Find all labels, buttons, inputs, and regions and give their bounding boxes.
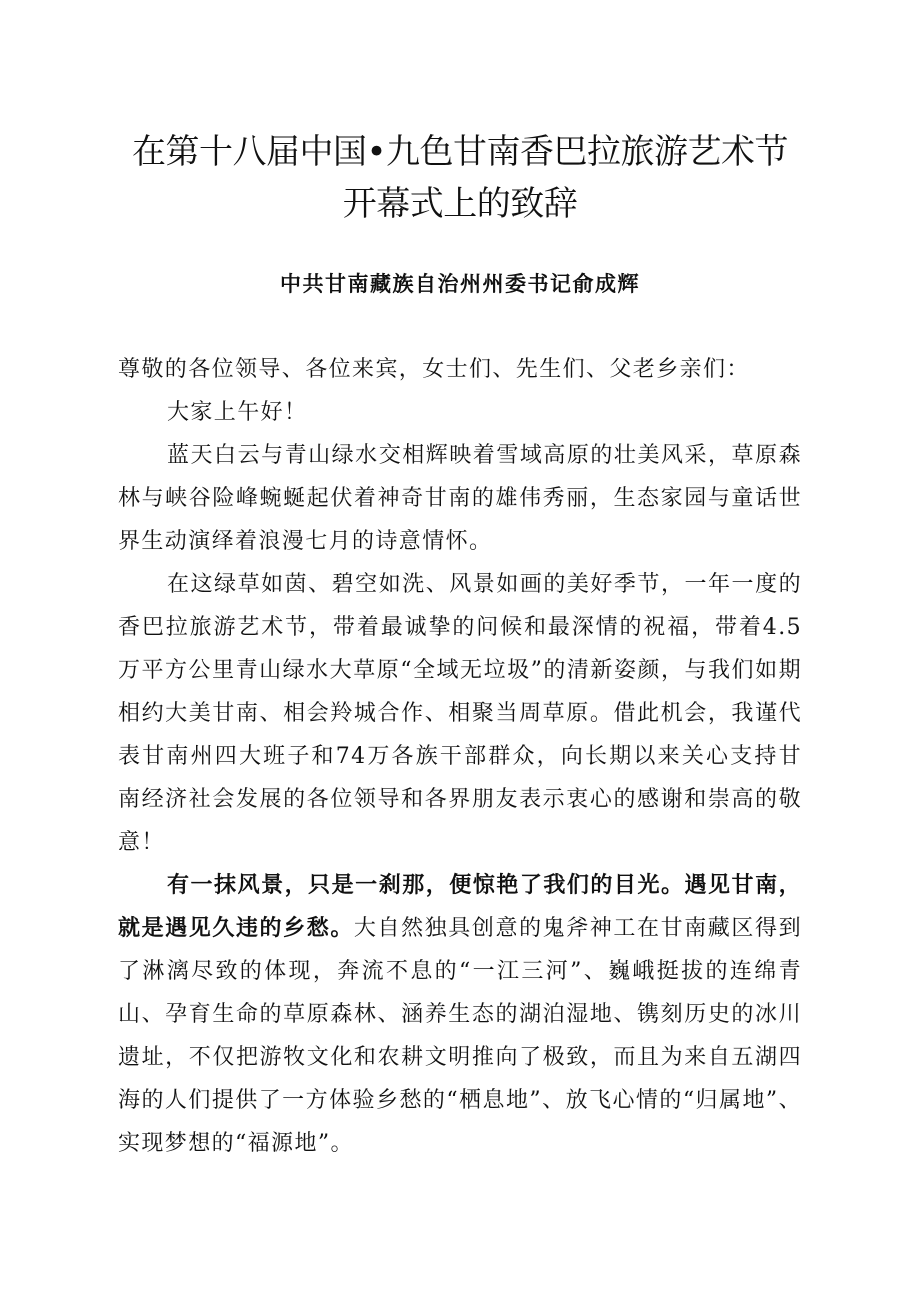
greeting: 大家上午好！ xyxy=(167,400,308,425)
paragraph-3 xyxy=(118,864,802,1165)
speech-body xyxy=(118,348,802,1165)
document-title-line-1: 在第十八届中国•九色甘南香巴拉旅游艺术节 xyxy=(131,132,789,172)
document-title-line-2: 开幕式上的致辞 xyxy=(342,184,578,224)
author-line: 中共甘南藏族自治州州委书记俞成辉 xyxy=(280,272,640,296)
salutation: 尊敬的各位领导、各位来宾，女士们、先生们、父老乡亲们： xyxy=(118,357,750,382)
paragraph-3-bold-lead: 有一抹风景，只是一刹那，便惊艳了我们的目光。遇见甘南，就是遇见久违的乡愁。 xyxy=(118,873,802,941)
paragraph-2: 在这绿草如茵、碧空如洗、风景如画的美好季节，一年一度的香巴拉旅游艺术节，带着最诚挚的问候和最深情的祝福，带着4.5万平方公里青山绿水大草原“全域无垃圾”的清新姿颜，与我们如期相约大美甘南、相会羚城合作、相聚当周草原。借此机会，我谨代表甘南州四大班子和74万各族干部群众，向长期以来关心支持甘南经济社会发展的各位领导和各界朋友表示衷心的感谢和崇高的敬意！ xyxy=(118,572,802,855)
paragraph-1: 蓝天白云与青山绿水交相辉映着雪域高原的壮美风采，草原森林与峡谷险峰蜿蜒起伏着神奇甘南的雄伟秀丽，生态家园与童话世界生动演绎着浪漫七月的诗意情怀。 xyxy=(118,443,802,554)
paragraph-3-text: 大自然独具创意的鬼斧神工在甘南藏区得到了淋漓尽致的体现，奔流不息的“一江三河”、巍峨挺拔的连绵青山、孕育生命的草原森林、涵养生态的湖泊湿地、镌刻历史的冰川遗址，不仅把游牧文化和农耕文明推向了极致，而且为来自五湖四海的人们提供了一方体验乡愁的“栖息地”、放飞心情的“归属地”、实现梦想的“福源地”。 xyxy=(118,916,802,1156)
